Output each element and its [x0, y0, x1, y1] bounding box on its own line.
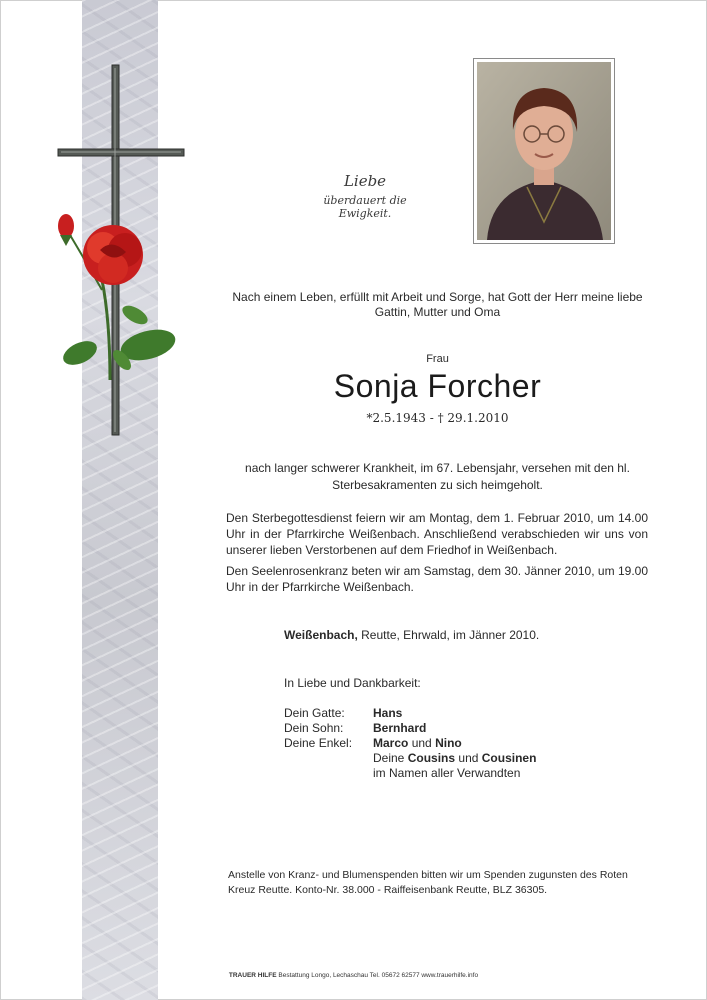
grandchildren [373, 736, 462, 751]
portrait-photo [477, 62, 611, 240]
relative-name: Hans [373, 706, 403, 720]
deceased-name: Sonja Forcher [333, 368, 542, 404]
relative-row [284, 751, 536, 766]
relative-label: Deine Enkel: [284, 736, 353, 750]
rosary-paragraph: Den Seelenrosenkranz beten wir am Samstag, dem 30. Jänner 2010, um 19.00 Uhr in der Pfarrkirche Weißenbach. [226, 564, 648, 594]
relative-row [284, 766, 536, 781]
relative-name: Bernhard [373, 721, 427, 735]
salutation: Frau [426, 353, 449, 365]
cousins-prefix: Deine [373, 751, 405, 765]
grandchild-name: Marco [373, 736, 409, 750]
relative-label: Dein Sohn: [284, 721, 344, 735]
place-rest: Reutte, Ehrwald, im Jänner 2010. [357, 628, 540, 642]
relative-row [284, 706, 536, 721]
all-relatives: im Namen aller Verwandten [373, 766, 521, 780]
footer-brand: TRAUER HILFE [228, 972, 277, 979]
death-text: nach langer schwerer Krankheit, im 67. Lebensjahr, versehen mit den hl. Sterbesakramenten zu sich heimgeholt. [245, 461, 630, 492]
relative-row [284, 736, 536, 751]
cousins-label: Cousins [407, 751, 456, 765]
motto-line2: überdauert die Ewigkeit. [323, 194, 407, 220]
footer-contact: Bestattung Longo, Lechaschau Tel. 05672 62577 www.trauerhilfe.info [276, 972, 479, 979]
motto-line1: Liebe [343, 172, 387, 190]
relative-label: Dein Gatte: [284, 706, 345, 720]
grandchild-name: Nino [435, 736, 462, 750]
place-bold: Weißenbach, [284, 628, 358, 642]
intro-text: Nach einem Leben, erfüllt mit Arbeit und Sorge, hat Gott der Herr meine liebe Gattin, Mutter und Oma [232, 290, 643, 319]
motto [300, 172, 430, 220]
life-dates: *2.5.1943 - † 29.1.2010 [366, 411, 509, 425]
cousins-line [373, 751, 536, 766]
portrait-frame [473, 58, 615, 244]
footer [0, 972, 707, 979]
conjunction: und [458, 751, 479, 765]
relatives-list [284, 706, 536, 781]
relative-row [284, 721, 536, 736]
place-date [284, 628, 539, 642]
cousinen-label: Cousinen [481, 751, 537, 765]
cross-and-rose-image [40, 60, 190, 440]
service-text [226, 510, 648, 600]
donation-note: Anstelle von Kranz- und Blumenspenden bitten wir um Spenden zugunsten des Roten Kreuz Reutte. Konto-Nr. 38.000 - Raiffeisenbank Reutte, BLZ 36305. [228, 869, 628, 896]
thanks-line: In Liebe und Dankbarkeit: [284, 676, 421, 690]
conjunction: und [411, 736, 432, 750]
funeral-mass-paragraph: Den Sterbegottesdienst feiern wir am Montag, dem 1. Februar 2010, um 14.00 Uhr in der Pfarrkirche Weißenbach. Anschließend verabschieden wir uns von unserer lieben Verstorbenen auf dem Friedhof in Weißenbach. [226, 511, 648, 557]
